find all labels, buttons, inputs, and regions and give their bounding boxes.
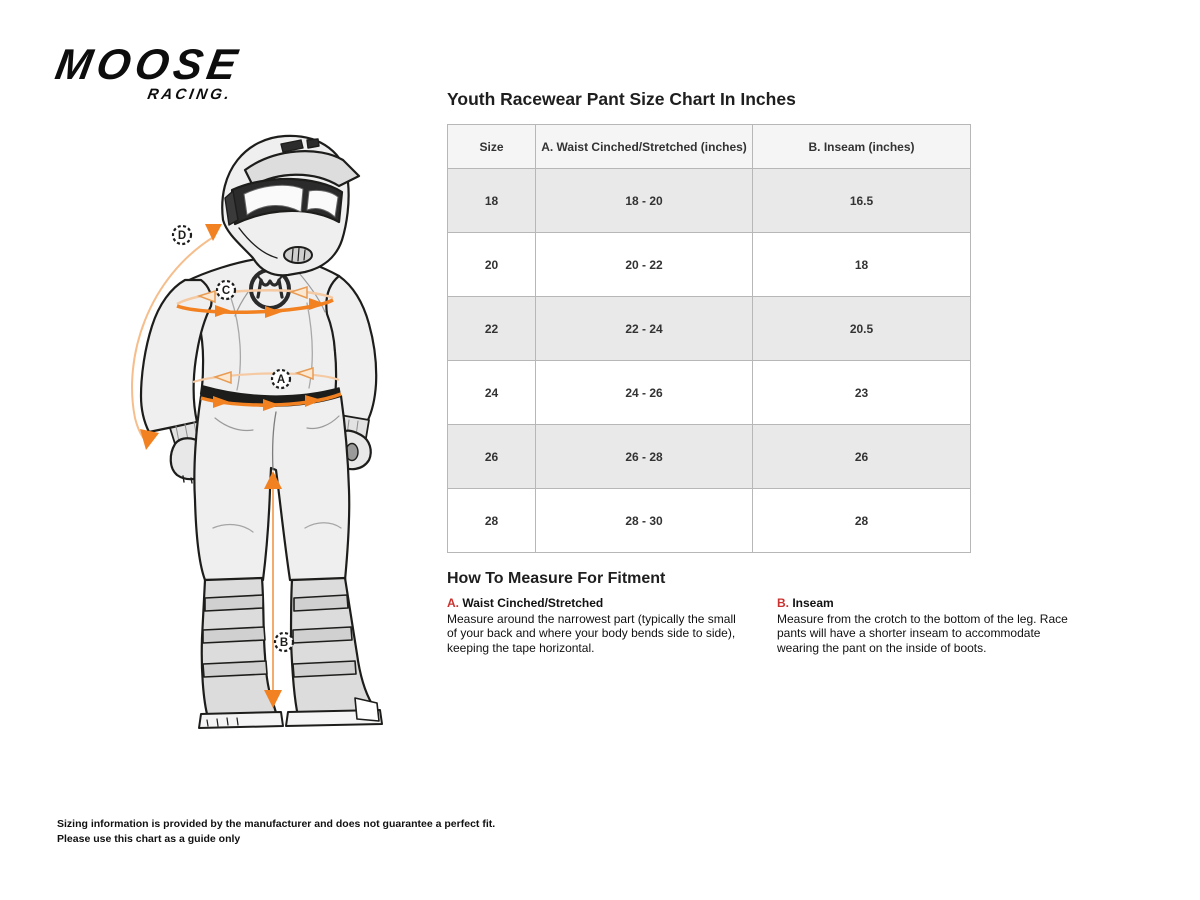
- measure-body-inseam: Measure from the crotch to the bottom of the leg. Race pants will have a shorter inseam to accommodate wearing the pant on the inside of boots.: [777, 612, 1068, 655]
- table-cell: 22: [448, 297, 536, 361]
- table-cell: 28: [448, 489, 536, 553]
- column-header-waist: A. Waist Cinched/Stretched (inches): [536, 125, 753, 169]
- boots-illustration: [199, 578, 382, 728]
- helmet-illustration: [222, 136, 359, 275]
- table-cell: 20.5: [753, 297, 971, 361]
- size-chart-title: Youth Racewear Pant Size Chart In Inches: [447, 89, 796, 109]
- measure-letter-a: A.: [447, 596, 459, 610]
- how-to-measure-title: How To Measure For Fitment: [447, 570, 666, 587]
- size-table-body: [448, 169, 971, 553]
- column-header-inseam: B. Inseam (inches): [753, 125, 971, 169]
- marker-a: [272, 370, 290, 388]
- measure-title-inseam: Inseam: [792, 596, 834, 610]
- table-row: [448, 361, 971, 425]
- table-row: [448, 489, 971, 553]
- table-cell: 20: [448, 233, 536, 297]
- svg-text:B: B: [279, 637, 289, 649]
- marker-b: [275, 633, 293, 651]
- table-cell: 22 - 24: [536, 297, 753, 361]
- logo-wordmark: MOOSE: [51, 41, 246, 89]
- disclaimer-line-2: Please use this chart as a guide only: [57, 833, 241, 846]
- table-cell: 28: [753, 489, 971, 553]
- table-cell: 18 - 20: [536, 169, 753, 233]
- table-row: [448, 169, 971, 233]
- measure-title-waist: Waist Cinched/Stretched: [462, 596, 604, 610]
- table-cell: 24: [448, 361, 536, 425]
- measure-label-inseam: [777, 596, 1082, 610]
- table-cell: 26: [448, 425, 536, 489]
- table-cell: 18: [753, 233, 971, 297]
- measure-instructions: [447, 596, 1087, 655]
- table-cell: 23: [753, 361, 971, 425]
- table-row: [448, 425, 971, 489]
- moose-racing-logo: [51, 41, 246, 104]
- measure-letter-b: B.: [777, 596, 789, 610]
- table-cell: 28 - 30: [536, 489, 753, 553]
- rider-measurement-diagram: [55, 128, 425, 738]
- table-cell: 20 - 22: [536, 233, 753, 297]
- table-cell: 26 - 28: [536, 425, 753, 489]
- table-header-row: [448, 125, 971, 169]
- table-cell: 16.5: [753, 169, 971, 233]
- size-chart-table: [447, 124, 971, 553]
- table-cell: 24 - 26: [536, 361, 753, 425]
- svg-text:A: A: [276, 374, 286, 386]
- measure-body-waist: Measure around the narrowest part (typically the small of your back and where your body bends side to side), keeping the tape horizontal.: [447, 612, 736, 655]
- svg-text:D: D: [177, 230, 187, 242]
- disclaimer-line-1: Sizing information is provided by the manufacturer and does not guarantee a perfect fit.: [57, 818, 496, 830]
- measure-block-inseam: [777, 596, 1082, 655]
- column-header-size: Size: [448, 125, 536, 169]
- measure-label-waist: [447, 596, 777, 610]
- table-cell: 18: [448, 169, 536, 233]
- table-row: [448, 233, 971, 297]
- size-chart-content: [447, 89, 1087, 655]
- logo-subtitle: RACING.: [146, 86, 234, 104]
- disclaimer: [57, 817, 495, 847]
- svg-text:C: C: [221, 285, 231, 297]
- marker-c: [217, 281, 235, 299]
- marker-d: [173, 226, 191, 244]
- measure-block-waist: [447, 596, 777, 655]
- table-row: [448, 297, 971, 361]
- table-cell: 26: [753, 425, 971, 489]
